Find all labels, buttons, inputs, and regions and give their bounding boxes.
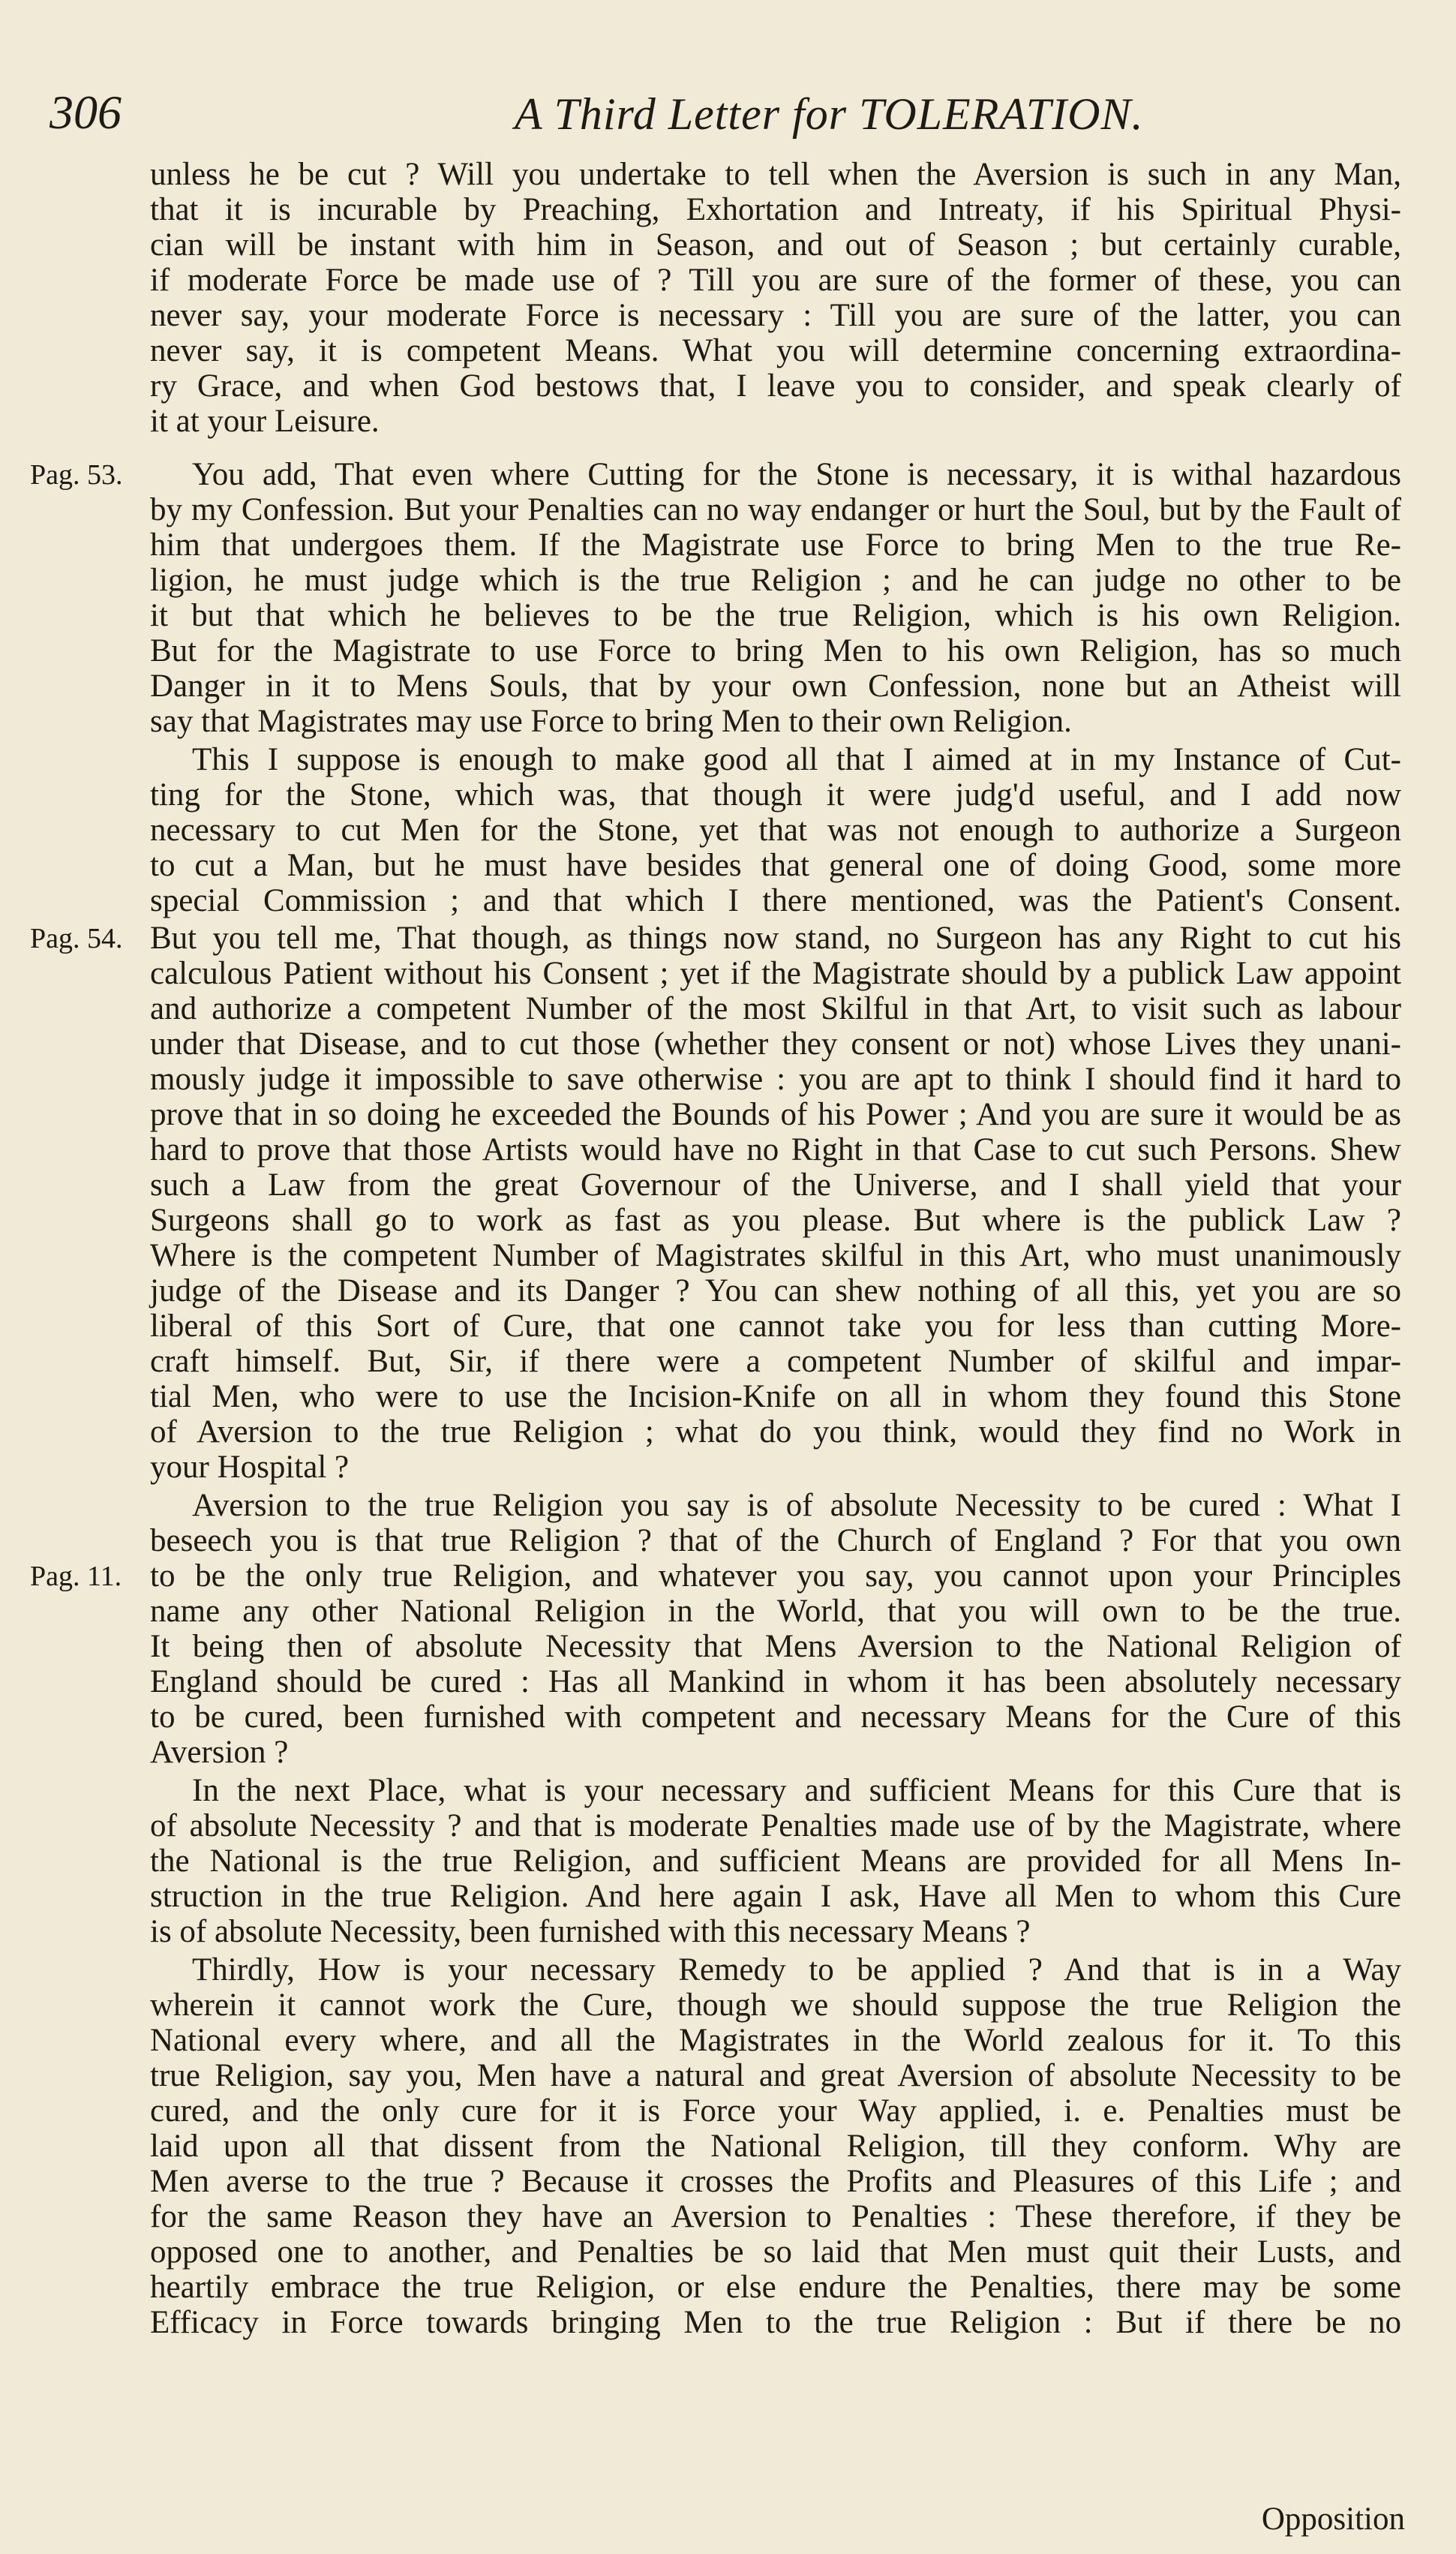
text-line: it at your Leisure. — [150, 404, 380, 439]
page-header — [50, 86, 1434, 156]
text-line: wherein it cannot work the Cure, though we should suppose the true Religion the — [150, 1988, 1401, 2023]
text-line: never say, your moderate Force is necessary : Till you are sure of the latter, you can — [150, 298, 1401, 333]
text-line: is of absolute Necessity, been furnished with this necessary Means ? — [150, 1914, 1031, 1949]
text-line: if moderate Force be made use of ? Till you are sure of the former of these, you can — [150, 263, 1401, 298]
text-line: mously judge it impossible to save otherwise : you are apt to think I should find it hard to — [150, 1062, 1401, 1097]
text-line: opposed one to another, and Penalties be so laid that Men must quit their Lusts, and — [150, 2234, 1401, 2270]
text-line: hard to prove that those Artists would have no Right in that Case to cut such Persons. Shew — [150, 1132, 1401, 1167]
text-line: National every where, and all the Magistrates in the World zealous for it. To this — [150, 2023, 1401, 2058]
text-line: ting for the Stone, which was, that though it were judg'd useful, and I add now — [150, 777, 1401, 813]
text-line: tial Men, who were to use the Incision-Knife on all in whom they found this Stone — [150, 1379, 1401, 1414]
text-line: prove that in so doing he exceeded the Bounds of his Power ; And you are sure it would be as — [150, 1097, 1401, 1132]
text-line: judge of the Disease and its Danger ? You can shew nothing of all this, yet you are so — [150, 1273, 1401, 1309]
text-line: say that Magistrates may use Force to bring Men to their own Religion. — [150, 704, 1072, 739]
text-line: craft himself. But, Sir, if there were a competent Number of skilful and impar- — [150, 1344, 1401, 1379]
text-line: for the same Reason they have an Aversion to Penalties : These therefore, if they be — [150, 2199, 1401, 2234]
text-line: cured, and the only cure for it is Force your Way applied, i. e. Penalties must be — [150, 2093, 1401, 2129]
text-line: Aversion to the true Religion you say is of absolute Necessity to be cured : What I — [192, 1488, 1401, 1523]
text-line: to cut a Man, but he must have besides that general one of doing Good, some more — [150, 848, 1401, 883]
text-line: name any other National Religion in the World, that you will own to be the true. — [150, 1594, 1401, 1629]
text-line: calculous Patient without his Consent ; yet if the Magistrate should by a publick Law appoint — [150, 956, 1401, 991]
text-line: of absolute Necessity ? and that is moderate Penalties made use of by the Magistrate, where — [150, 1808, 1401, 1843]
text-line: Thirdly, How is your necessary Remedy to be applied ? And that is in a Way — [192, 1952, 1401, 1988]
text-line: This I suppose is enough to make good all that I aimed at in my Instance of Cut- — [192, 742, 1401, 777]
text-line: Men averse to the true ? Because it crosses the Profits and Pleasures of this Life ; and — [150, 2164, 1401, 2199]
text-line: heartily embrace the true Religion, or else endure the Penalties, there may be some — [150, 2270, 1401, 2305]
text-line: never say, it is competent Means. What you will determine concerning extraordina- — [150, 333, 1401, 368]
text-line: laid upon all that dissent from the National Religion, till they conform. Why are — [150, 2129, 1401, 2164]
page-number: 306 — [50, 86, 122, 139]
text-line: But you tell me, That though, as things now stand, no Surgeon has any Right to cut his — [150, 921, 1401, 956]
text-line: cian will be instant with him in Season, and out of Season ; but certainly curable, — [150, 227, 1401, 263]
text-line: such a Law from the great Governour of the Universe, and I shall yield that your — [150, 1167, 1401, 1203]
text-line: it but that which he believes to be the true Religion, which is his own Religion. — [150, 598, 1401, 633]
text-line: ry Grace, and when God bestows that, I leave you to consider, and speak clearly of — [150, 368, 1401, 404]
text-line: Efficacy in Force towards bringing Men to the true Religion : But if there be no — [150, 2305, 1401, 2340]
text-line: You add, That even where Cutting for the Stone is necessary, it is withal hazardous — [192, 457, 1401, 492]
text-line: by my Confession. But your Penalties can no way endanger or hurt the Soul, but by the Fault of — [150, 492, 1401, 527]
text-line: your Hospital ? — [150, 1450, 350, 1485]
text-line: It being then of absolute Necessity that Mens Aversion to the National Religion of — [150, 1629, 1401, 1664]
text-line: Danger in it to Mens Souls, that by your own Confession, none but an Atheist will — [150, 669, 1401, 704]
text-line: under that Disease, and to cut those (whether they consent or not) whose Lives they unani- — [150, 1026, 1401, 1062]
text-line: to be cured, been furnished with competent and necessary Means for the Cure of this — [150, 1699, 1401, 1735]
text-line: necessary to cut Men for the Stone, yet that was not enough to authorize a Surgeon — [150, 813, 1401, 848]
running-title: A Third Letter for TOLERATION. — [515, 89, 1144, 139]
text-line: But for the Magistrate to use Force to bring Men to his own Religion, has so much — [150, 633, 1401, 669]
text-line: ligion, he must judge which is the true Religion ; and he can judge no other to be — [150, 563, 1401, 598]
text-line: to be the only true Religion, and whatever you say, you cannot upon your Principles — [150, 1558, 1401, 1594]
text-line: Where is the competent Number of Magistrates skilful in this Art, who must unanimously — [150, 1238, 1401, 1273]
text-line: In the next Place, what is your necessary and sufficient Means for this Cure that is — [192, 1773, 1401, 1808]
text-line: liberal of this Sort of Cure, that one cannot take you for less than cutting More- — [150, 1309, 1401, 1344]
margin-reference: Pag. 53. — [30, 459, 123, 491]
text-line: that it is incurable by Preaching, Exhortation and Intreaty, if his Spiritual Physi- — [150, 192, 1401, 227]
margin-reference: Pag. 11. — [30, 1561, 122, 1592]
text-line: struction in the true Religion. And here again I ask, Have all Men to whom this Cure — [150, 1879, 1401, 1914]
text-line: him that undergoes them. If the Magistrate use Force to bring Men to the true Re- — [150, 527, 1401, 563]
catchword: Opposition — [1261, 2501, 1405, 2537]
text-line: unless he be cut ? Will you undertake to tell when the Aversion is such in any Man, — [150, 157, 1401, 192]
text-line: beseech you is that true Religion ? that of the Church of England ? For that you own — [150, 1523, 1401, 1558]
text-line: and authorize a competent Number of the most Skilful in that Art, to visit such as labour — [150, 991, 1401, 1026]
text-line: of Aversion to the true Religion ; what do you think, would they find no Work in — [150, 1414, 1401, 1450]
text-line: special Commission ; and that which I there mentioned, was the Patient's Consent. — [150, 883, 1401, 918]
margin-reference: Pag. 54. — [30, 923, 123, 954]
text-line: Surgeons shall go to work as fast as you please. But where is the publick Law ? — [150, 1203, 1401, 1238]
text-line: Aversion ? — [150, 1735, 289, 1770]
text-line: true Religion, say you, Men have a natural and great Aversion of absolute Necessity to be — [150, 2058, 1401, 2093]
text-line: England should be cured : Has all Mankind in whom it has been absolutely necessary — [150, 1664, 1401, 1699]
text-line: the National is the true Religion, and sufficient Means are provided for all Mens In- — [150, 1843, 1401, 1879]
